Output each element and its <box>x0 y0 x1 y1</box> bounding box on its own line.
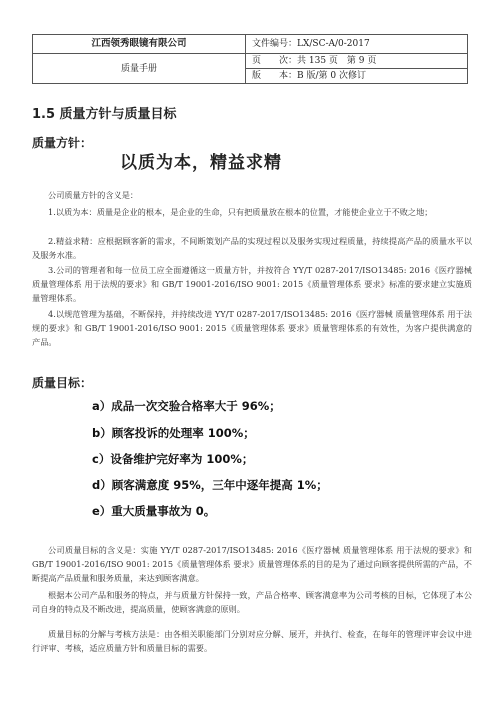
goal-item-d: d）顾客满意度 95%，三年中逐年提高 1%； <box>92 478 328 492</box>
company-name: 江西领秀眼镜有限公司 <box>33 35 246 54</box>
policy-label: 质量方针： <box>32 136 93 150</box>
goal-item-c: c）设备维护完好率为 100%； <box>92 452 254 466</box>
goals-decomposition-paragraph: 质量目标的分解与考核方法是：由各相关职能部门分别对应分解、展开，并执行、检查，在每年的管理评审会议中进行评审、考核，适应质量方针和质量目标的需要。 <box>32 629 472 653</box>
version-info: 版 本：B 版/第 0 次修订 <box>246 69 468 84</box>
goal-item-b: b）顾客投诉的处理率 100%； <box>92 426 255 440</box>
goals-meaning-paragraph: 公司质量目标的含义是：实施 YY/T 0287-2017/ISO13485: 2016《医疗器械 质量管理体系 用于法规的要求》和 GB/T 19001-2016/ISO 9001: 2015《质量管理体系 要求》质量管理体系的目的是为了通过向顾客提供所需的产品，不断提高产品质量和服务质量，来达到顾客满意。 <box>32 545 472 583</box>
file-number: 文件编号：LX/SC-A/0-2017 <box>246 35 468 54</box>
goals-basis-paragraph: 根据本公司产品和服务的特点，并与质量方针保持一致，产品合格率、顾客满意率为公司考核的目标，它体现了本公司自身的特点及不断改进，提高质量，使顾客满意的原则。 <box>32 590 472 614</box>
policy-item-3: 3.公司的管理者和每一位员工应全面遵循这一质量方针，并按符合 YY/T 0287-2017/ISO13485: 2016《医疗器械 质量管理体系 用于法规的要求》和 GB/T 19001-2016/ISO 9001: 2015《质量管理体系 要求》标准的要求建立实施质量管理体系。 <box>32 265 472 303</box>
document-header-table <box>32 34 468 84</box>
manual-title: 质量手册 <box>33 54 246 84</box>
policy-item-2: 2.精益求精：应根据顾客新的需求，不间断策划产品的实现过程以及服务实现过程质量，持续提高产品的质量水平以及服务水准。 <box>32 236 472 260</box>
policy-meaning-intro: 公司质量方针的含义是： <box>48 190 139 200</box>
section-title: 1.5 质量方针与质量目标 <box>32 107 177 122</box>
policy-item-4: 4.以规范管理为基础，不断保持，并持续改进 YY/T 0287-2017/ISO13485: 2016《医疗器械 质量管理体系 用于法规的要求》和 GB/T 19001-2016/ISO 9001: 2015《质量管理体系 要求》质量管理体系的有效性，为客户提供满意的产品。 <box>32 309 472 347</box>
policy-item-1: 1.以质为本：质量是企业的根本，是企业的生命，只有把质量放在根本的位置，才能使企业立于不败之地； <box>48 207 433 217</box>
policy-motto: 以质为本，精益求精 <box>120 153 282 173</box>
page-info: 页 次：共 135 页 第 9 页 <box>246 54 468 69</box>
goal-item-a: a）成品一次交验合格率大于 96%； <box>92 399 281 413</box>
goal-item-e: e）重大质量事故为 0。 <box>92 504 216 518</box>
goals-label: 质量目标： <box>32 376 93 390</box>
